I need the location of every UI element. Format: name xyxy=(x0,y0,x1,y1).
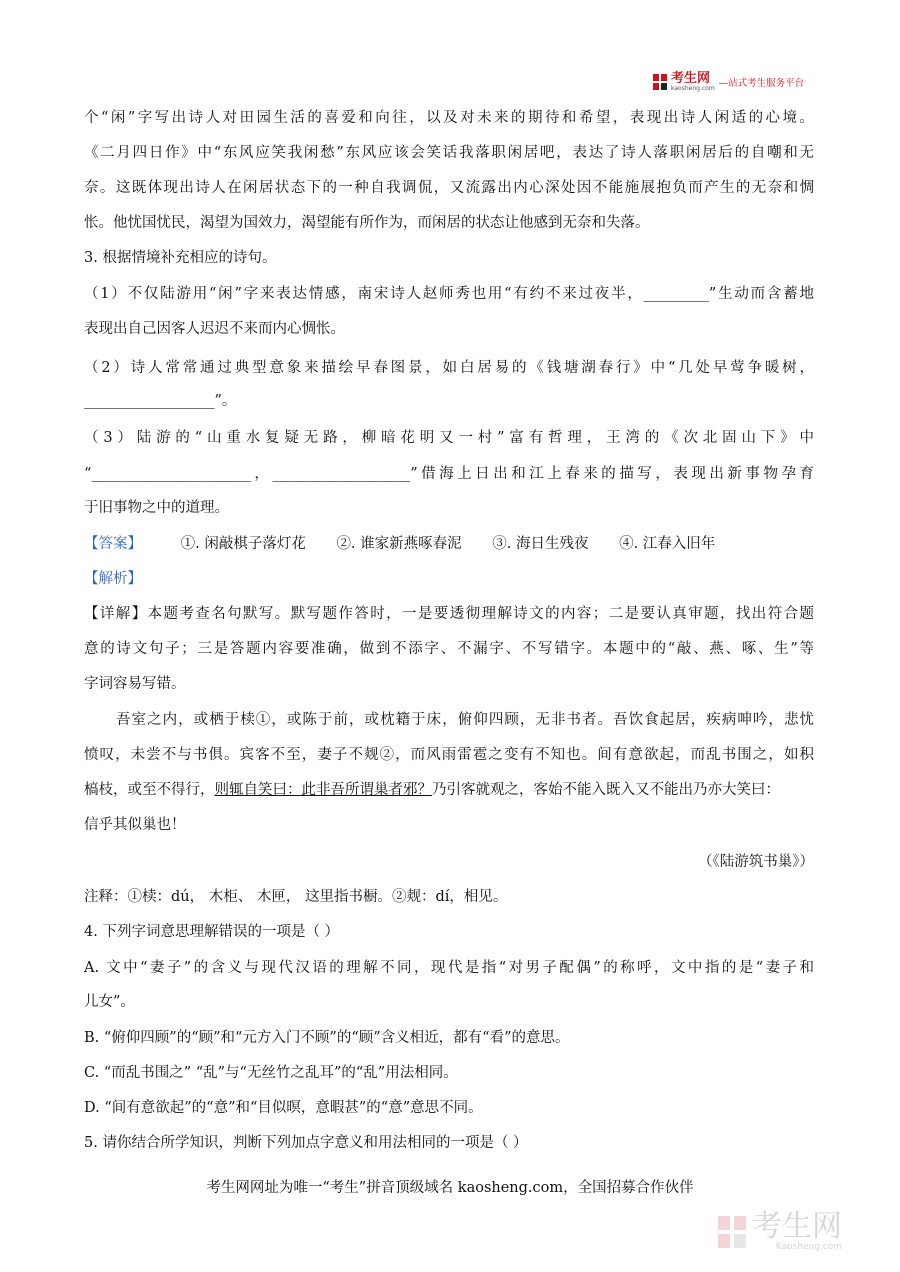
answer-item: ①. 闲敲棋子落灯花 xyxy=(180,536,306,552)
passage-source: （《陆游筑书巢》） xyxy=(698,854,814,870)
answer-label: 【答案】 xyxy=(84,536,142,552)
analysis-line: 字词容易写错。 xyxy=(84,676,186,692)
analysis-line: 意的诗文句子；三是答题内容要准确，做到不添字、不漏字、不写错字。本题中的“敲、燕、啄、生”等 xyxy=(84,641,814,657)
annotation-note: 注释：①椟：dú， 木柜、 木匣， 这里指书橱。②觌：dí，相见。 xyxy=(84,889,508,905)
page-footer: 考生网网址为唯一“考生”拼音顶级域名 kaosheng.com，全国招募合作伙伴 xyxy=(206,1180,694,1196)
question-3-item-2-cont: __________________”。 xyxy=(84,393,237,409)
question-3-item-1: （1）不仅陆游用“闲”字来表达情感，南宋诗人赵师秀也用“有约不来过夜半，_________”生动而含蓄地 xyxy=(84,286,814,302)
watermark xyxy=(716,1209,842,1252)
question-3-item-1-cont: 表现出自己因客人迟迟不来而内心惆怅。 xyxy=(84,321,345,337)
para-line: 个“闲”字写出诗人对田园生活的喜爱和向往，以及对未来的期待和希望，表现出诗人闲适的心境。 xyxy=(84,110,814,126)
question-3-title: 3. 根据情境补充相应的诗句。 xyxy=(84,250,277,266)
answer-row xyxy=(84,532,741,553)
analysis-line: 【详解】本题考查名句默写。默写题作答时，一是要透彻理解诗文的内容；二是要认真审题，找出符合题 xyxy=(84,606,814,622)
logo-text: 考生网 xyxy=(671,70,711,86)
watermark-logo-icon xyxy=(716,1214,748,1250)
watermark-text: 考生网 xyxy=(752,1209,842,1244)
logo-slogan: —站式考生服务平台 xyxy=(718,78,805,89)
passage-line: 信乎其似巢也！ xyxy=(84,817,186,833)
passage-segment: 槁枝，或至不得行， xyxy=(84,782,215,798)
kaosheng-logo-icon xyxy=(652,73,668,91)
question-4-option-b: B. “俯仰四顾”的“顾”和“元方入门不顾”的“顾”含义相近，都有“看”的意思。 xyxy=(84,1030,570,1046)
passage-segment: 乃引客就观之，客始不能入既入又不能出乃亦大笑曰： xyxy=(432,782,780,798)
logo-domain: kaosheng.com xyxy=(671,84,715,92)
answer-item: ②. 谁家新燕啄春泥 xyxy=(336,536,462,552)
question-4-title: 4. 下列字词意思理解错误的一项是（ ） xyxy=(84,924,340,940)
passage-line: 愤叹，未尝不与书俱。宾客不至，妻子不觌②，而风雨雷雹之变有不知也。间有意欲起，而乱书围之，如积 xyxy=(84,747,814,763)
para-line: 《二月四日作》中“东风应笑我闲愁”东风应该会笑话我落职闲居吧，表达了诗人落职闲居后的自嘲和无 xyxy=(84,145,814,161)
question-4-option-c: C. “而乱书围之” “乱”与“无丝竹之乱耳”的“乱”用法相同。 xyxy=(84,1065,458,1081)
passage-line xyxy=(84,778,814,799)
passage-underlined: 则辄自笑曰：此非吾所谓巢者邪？ xyxy=(214,782,432,798)
site-logo[interactable] xyxy=(652,72,804,92)
answer-item: ③. 海日生残夜 xyxy=(492,536,589,552)
watermark-domain: Kaosheng.com xyxy=(775,1242,842,1252)
question-4-option-d: D. “间有意欲起”的“意”和“目似暝，意暇甚”的“意”意思不同。 xyxy=(84,1100,483,1116)
question-5-title: 5. 请你结合所学知识，判断下列加点字意义和用法相同的一项是（ ） xyxy=(84,1135,528,1151)
question-3-item-3-cont: “______________________，___________________”借海上日出和江上春来的描写，表现出新事物孕育 xyxy=(84,466,814,482)
para-line: 怅。他忧国忧民，渴望为国效力，渴望能有所作为，而闲居的状态让他感到无奈和失落。 xyxy=(84,215,650,231)
analysis-label: 【解析】 xyxy=(84,571,142,587)
answer-item: ④. 江春入旧年 xyxy=(619,536,716,552)
passage-line: 吾室之内，或栖于椟①，或陈于前，或枕籍于床，俯仰四顾，无非书者。吾饮食起居，疾病呻吟，悲忧 xyxy=(116,712,814,728)
question-4-option-a-cont: 儿女”。 xyxy=(84,994,135,1010)
question-3-item-2: （2）诗人常常通过典型意象来描绘早春图景，如白居易的《钱塘湖春行》中“几处早莺争暖树， xyxy=(84,360,814,376)
para-line: 奈。这既体现出诗人在闲居状态下的一种自我调侃，又流露出内心深处因不能施展抱负而产生的无奈和惆 xyxy=(84,180,814,196)
question-3-item-3-end: 于旧事物之中的道理。 xyxy=(84,500,229,516)
question-4-option-a: A. 文中“妻子”的含义与现代汉语的理解不同，现代是指“对男子配偶”的称呼，文中指的是“妻子和 xyxy=(84,960,814,976)
question-3-item-3: （3）陆游的“山重水复疑无路，柳暗花明又一村”富有哲理，王湾的《次北固山下》中 xyxy=(84,430,814,446)
